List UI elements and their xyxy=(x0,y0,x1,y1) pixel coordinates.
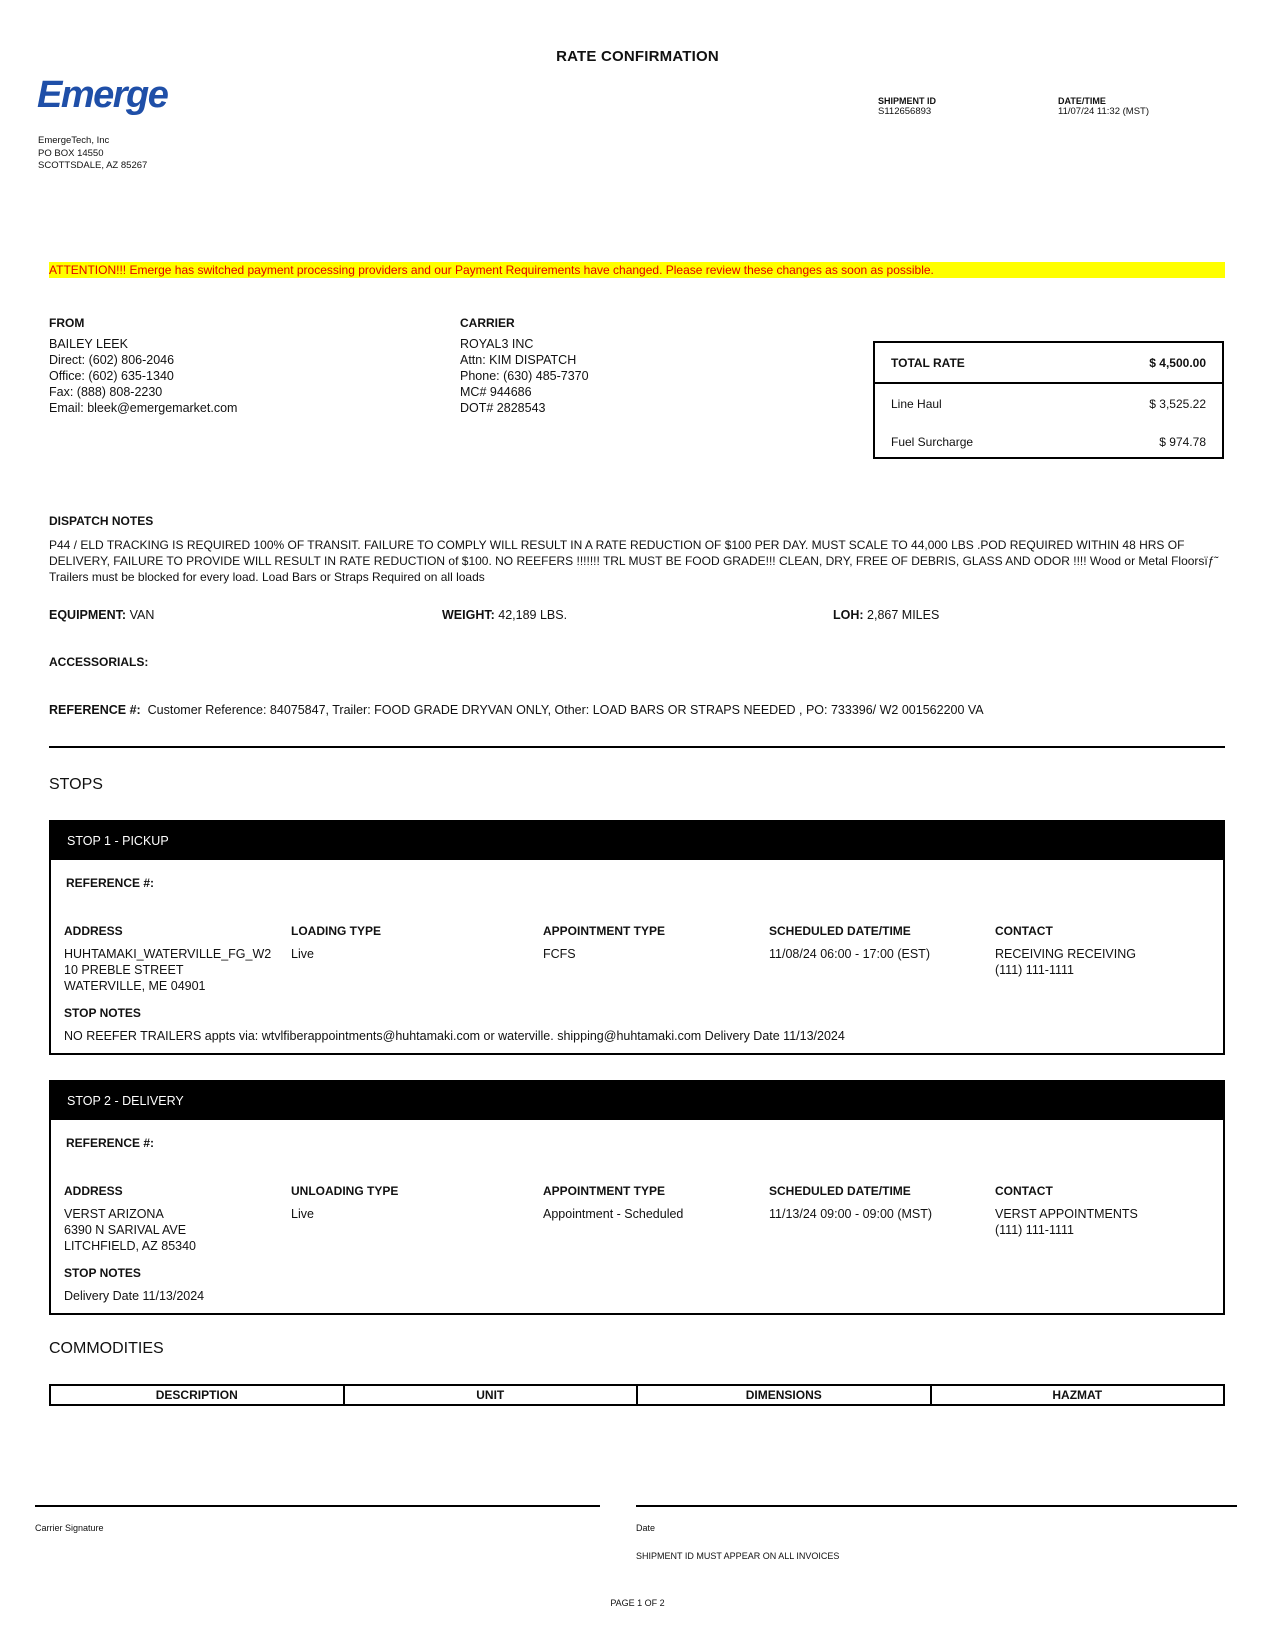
from-office: Office: (602) 635-1340 xyxy=(49,369,174,383)
total-rate-value: $ 4,500.00 xyxy=(1149,356,1206,370)
datetime-label: DATE/TIME xyxy=(1058,96,1106,106)
equipment-value: VAN xyxy=(129,608,155,622)
commodities-table xyxy=(49,1384,1225,1406)
address-line: WATERVILLE, ME 04901 xyxy=(64,979,206,993)
column-header-hazmat: HAZMAT xyxy=(931,1385,1225,1405)
stop-reference-label: REFERENCE #: xyxy=(66,876,155,890)
document-title: RATE CONFIRMATION xyxy=(556,48,719,65)
address-label: ADDRESS xyxy=(64,1184,123,1198)
contact-value xyxy=(995,1206,1138,1238)
stop-notes-value: Delivery Date 11/13/2024 xyxy=(64,1289,205,1303)
reference-value: Customer Reference: 84075847, Trailer: FOOD GRADE DRYVAN ONLY, Other: LOAD BARS OR STRAPS NEEDED , PO: 733396/ W2 001562200 VA xyxy=(147,703,984,717)
equipment-label: EQUIPMENT: xyxy=(49,608,127,622)
section-divider xyxy=(49,746,1225,748)
stop-address xyxy=(64,1206,196,1254)
date-signature-line[interactable] xyxy=(636,1505,1237,1507)
reference-field xyxy=(49,702,1225,718)
loading-type-value: Live xyxy=(291,947,314,961)
from-name: BAILEY LEEK xyxy=(49,337,128,351)
equipment-field xyxy=(49,607,154,623)
contact-name: VERST APPOINTMENTS xyxy=(995,1207,1138,1221)
scheduled-datetime-value: 11/13/24 09:00 - 09:00 (MST) xyxy=(769,1207,933,1221)
scheduled-datetime-value: 11/08/24 06:00 - 17:00 (EST) xyxy=(769,947,930,961)
contact-name: RECEIVING RECEIVING xyxy=(995,947,1136,961)
weight-field xyxy=(442,607,567,623)
carrier-section xyxy=(460,316,589,416)
loading-type-label: LOADING TYPE xyxy=(291,924,382,938)
accessorials-label: ACCESSORIALS: xyxy=(49,655,149,669)
fuel-surcharge-row xyxy=(891,435,1206,449)
address-line: HUHTAMAKI_WATERVILLE_FG_W2 xyxy=(64,947,272,961)
loh-label: LOH: xyxy=(833,608,864,622)
contact-value xyxy=(995,946,1136,978)
stop-card-pickup xyxy=(49,820,1225,1055)
contact-phone: (111) 111-1111 xyxy=(995,963,1074,977)
shipment-id-block xyxy=(878,96,936,117)
company-po-box: PO BOX 14550 xyxy=(38,147,104,159)
contact-phone: (111) 111-1111 xyxy=(995,1223,1074,1237)
contact-label: CONTACT xyxy=(995,924,1053,938)
contact-label: CONTACT xyxy=(995,1184,1053,1198)
from-direct: Direct: (602) 806-2046 xyxy=(49,353,175,367)
unloading-type-label: UNLOADING TYPE xyxy=(291,1184,399,1198)
from-label: FROM xyxy=(49,316,85,330)
page-number: PAGE 1 OF 2 xyxy=(610,1598,665,1608)
column-header-unit: UNIT xyxy=(344,1385,638,1405)
reference-label: REFERENCE #: xyxy=(49,703,141,717)
weight-label: WEIGHT: xyxy=(442,608,495,622)
appointment-type-label: APPOINTMENT TYPE xyxy=(543,1184,666,1198)
stop-address xyxy=(64,946,271,994)
datetime-block xyxy=(1058,96,1149,117)
stop-notes-value: NO REEFER TRAILERS appts via: wtvlfiberappointments@huhtamaki.com or waterville. shipping@huhtamaki.com Delivery Date 11/13/2024 xyxy=(64,1029,845,1043)
scheduled-datetime-label: SCHEDULED DATE/TIME xyxy=(769,1184,911,1198)
date-label: Date xyxy=(636,1523,656,1533)
stop-title-bar: STOP 2 - DELIVERY xyxy=(51,1082,1223,1120)
carrier-name: ROYAL3 INC xyxy=(460,337,534,351)
from-section xyxy=(49,316,237,416)
attention-banner: ATTENTION!!! Emerge has switched payment processing providers and our Payment Requirements have changed. Please review these changes as soon as possible. xyxy=(49,262,1225,278)
scheduled-datetime-label: SCHEDULED DATE/TIME xyxy=(769,924,911,938)
carrier-label: CARRIER xyxy=(460,316,515,330)
invoice-notice: SHIPMENT ID MUST APPEAR ON ALL INVOICES xyxy=(636,1551,840,1561)
unloading-type-value: Live xyxy=(291,1207,314,1221)
emerge-logo: Emerge xyxy=(37,74,168,116)
line-haul-row xyxy=(891,397,1206,411)
line-haul-label: Line Haul xyxy=(891,397,942,411)
total-rate-row xyxy=(891,356,1206,370)
address-line: 6390 N SARIVAL AVE xyxy=(64,1223,187,1237)
dispatch-notes-text: P44 / ELD TRACKING IS REQUIRED 100% OF TRANSIT. FAILURE TO COMPLY WILL RESULT IN A RATE REDUCTION OF $100 PER DAY. MUST SCALE TO 44,000 LBS .POD REQUIRED WITHIN 48 HRS OF DELIVERY, FAILURE TO PROVIDE WILL RESULT IN RATE REDUCTION of $100. NO REEFERS !!!!!!! TRL MUST BE FOOD GRADE!!! CLEAN, DRY, FREE OF DEBRIS, GLASS AND ODOR !!!! Wood or Metal Floorsïƒ˜ Trailers must be blocked for every load. Load Bars or Straps Required on all loads xyxy=(49,538,1219,584)
datetime-value: 11/07/24 11:32 (MST) xyxy=(1058,106,1150,117)
total-rate-label: TOTAL RATE xyxy=(891,356,965,370)
carrier-phone: Phone: (630) 485-7370 xyxy=(460,369,589,383)
stops-title: STOPS xyxy=(49,776,103,793)
stop-reference-label: REFERENCE #: xyxy=(66,1136,155,1150)
stop-title-bar: STOP 1 - PICKUP xyxy=(51,822,1223,860)
column-header-dimensions: DIMENSIONS xyxy=(637,1385,931,1405)
commodities-title: COMMODITIES xyxy=(49,1340,164,1357)
dispatch-notes-label: DISPATCH NOTES xyxy=(49,514,154,528)
loh-field xyxy=(833,607,939,623)
from-email: Email: bleek@emergemarket.com xyxy=(49,401,238,415)
shipment-id-label: SHIPMENT ID xyxy=(878,96,937,106)
carrier-dot: DOT# 2828543 xyxy=(460,401,546,415)
appointment-type-label: APPOINTMENT TYPE xyxy=(543,924,666,938)
shipment-id-value: S112656893 xyxy=(878,106,932,117)
from-fax: Fax: (888) 808-2230 xyxy=(49,385,163,399)
weight-value: 42,189 LBS. xyxy=(498,608,568,622)
company-name: EmergeTech, Inc xyxy=(38,135,110,146)
address-line: LITCHFIELD, AZ 85340 xyxy=(64,1239,197,1253)
loh-value: 2,867 MILES xyxy=(867,608,940,622)
stop-notes-label: STOP NOTES xyxy=(64,1006,141,1020)
rate-divider xyxy=(875,382,1222,384)
appointment-type-value: Appointment - Scheduled xyxy=(543,1207,684,1221)
carrier-attn: Attn: KIM DISPATCH xyxy=(460,353,577,367)
stop-notes-label: STOP NOTES xyxy=(64,1266,141,1280)
line-haul-value: $ 3,525.22 xyxy=(1149,397,1206,411)
fuel-surcharge-value: $ 974.78 xyxy=(1159,435,1206,449)
carrier-signature-line[interactable] xyxy=(35,1505,600,1507)
appointment-type-value: FCFS xyxy=(543,947,576,961)
company-address xyxy=(38,135,147,173)
carrier-mc: MC# 944686 xyxy=(460,385,532,399)
carrier-signature-label: Carrier Signature xyxy=(35,1523,104,1533)
rate-box xyxy=(873,341,1224,459)
address-label: ADDRESS xyxy=(64,924,123,938)
stop-card-delivery xyxy=(49,1080,1225,1315)
fuel-surcharge-label: Fuel Surcharge xyxy=(891,435,974,449)
address-line: 10 PREBLE STREET xyxy=(64,963,184,977)
address-line: VERST ARIZONA xyxy=(64,1207,164,1221)
table-header-row xyxy=(50,1385,1224,1405)
company-city: SCOTTSDALE, AZ 85267 xyxy=(38,160,148,171)
column-header-description: DESCRIPTION xyxy=(50,1385,344,1405)
